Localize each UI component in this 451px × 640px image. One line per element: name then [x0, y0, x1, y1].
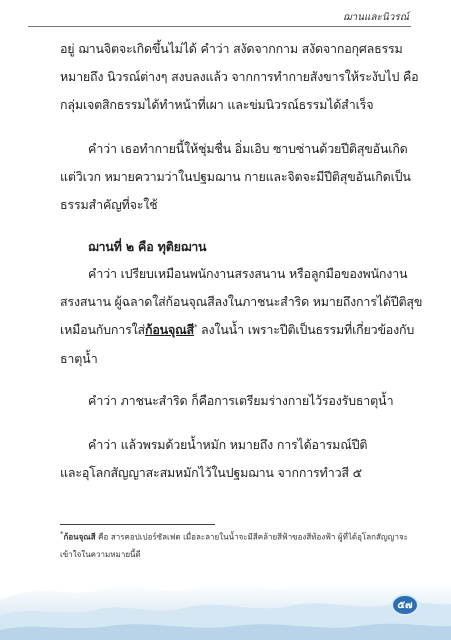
text-span: ลงในน้ำ เพราะปีติเป็นธรรมที่เกี่ยวข้องกับ — [197, 322, 415, 337]
text-line: สรงสนาน ผู้ฉลาดใส่ก้อนจุณสีลงในภาชนะสำริด หมายถึงการได้ปีติสุข — [60, 294, 423, 309]
text-span: เหมือนกับการใส่ — [60, 322, 145, 337]
footnote-mark: * — [60, 530, 64, 538]
footnote-ref: * — [193, 322, 198, 331]
text-line: อยู่ ฌานจิตจะเกิดขึ้นไม่ได้ คำว่า สงัดจากกาม สงัดจากอกุศลธรรม — [60, 41, 403, 56]
text-line: และอุโลกสัญญาสะสมหมักไว้ในปฐมฌาน จากการทำวสี ๕ — [60, 465, 362, 480]
footnote-rule — [60, 524, 215, 525]
footnote-continuation: เข้าใจในความหมายนี้ดี — [60, 550, 141, 559]
text-line: คำว่า เธอทำกายนี้ให้ชุ่มชื่น อิ่มเอิบ ซาบซ่านด้วยปีติสุขอันเกิด — [88, 141, 408, 156]
cloud-decoration — [0, 560, 451, 640]
footnote-text: คือ สารคอปเปอร์ซัลเฟต เมื่อละลายในน้ำจะมีสีคล้ายสีฟ้าของสีท้องฟ้า ผู้ที่ได้อุโลกสัญญาจะ — [95, 532, 408, 542]
footnote-term: ก้อนจุณสี — [63, 532, 96, 542]
text-line: ธรรมสำคัญที่จะใช้ — [60, 197, 158, 212]
body-text — [60, 0, 422, 600]
footnote — [60, 530, 408, 544]
section-heading: ฌานที่ ๒ คือ ทุติยฌาน — [88, 239, 207, 254]
text-line: กลุ่มเจตสิกธรรมได้ทำหน้าที่เผา และข่มนิวรณ์ธรรมได้สำเร็จ — [60, 97, 374, 112]
glossary-term: ก้อนจุณสี — [144, 322, 194, 337]
text-line: คำว่า แล้วพรมด้วยน้ำหมัก หมายถึง การได้อารมณ์ปีติ — [88, 437, 368, 452]
page-number: ๕๗ — [391, 594, 419, 616]
text-line: คำว่า เปรียบเหมือนพนักงานสรงสนาน หรือลูกมือของพนักงาน — [88, 266, 408, 281]
text-line: คำว่า ภาชนะสำริด ก็คือการเตรียมร่างกายไว้รองรับธาตุน้ำ — [88, 393, 394, 408]
text-line — [60, 320, 414, 340]
text-line: ธาตุน้ำ — [60, 351, 98, 366]
text-line: หมายถึง นิวรณ์ต่างๆ สงบลงแล้ว จากการทำกายสังขารให้ระงับไป คือ — [60, 69, 419, 84]
page-header-title: ฌานและนิวรณ์ — [342, 12, 409, 23]
text-line: แต่วิเวก หมายความว่าในปฐมฌาน กายและจิตจะมีปีติสุขอันเกิดเป็น — [60, 169, 411, 184]
